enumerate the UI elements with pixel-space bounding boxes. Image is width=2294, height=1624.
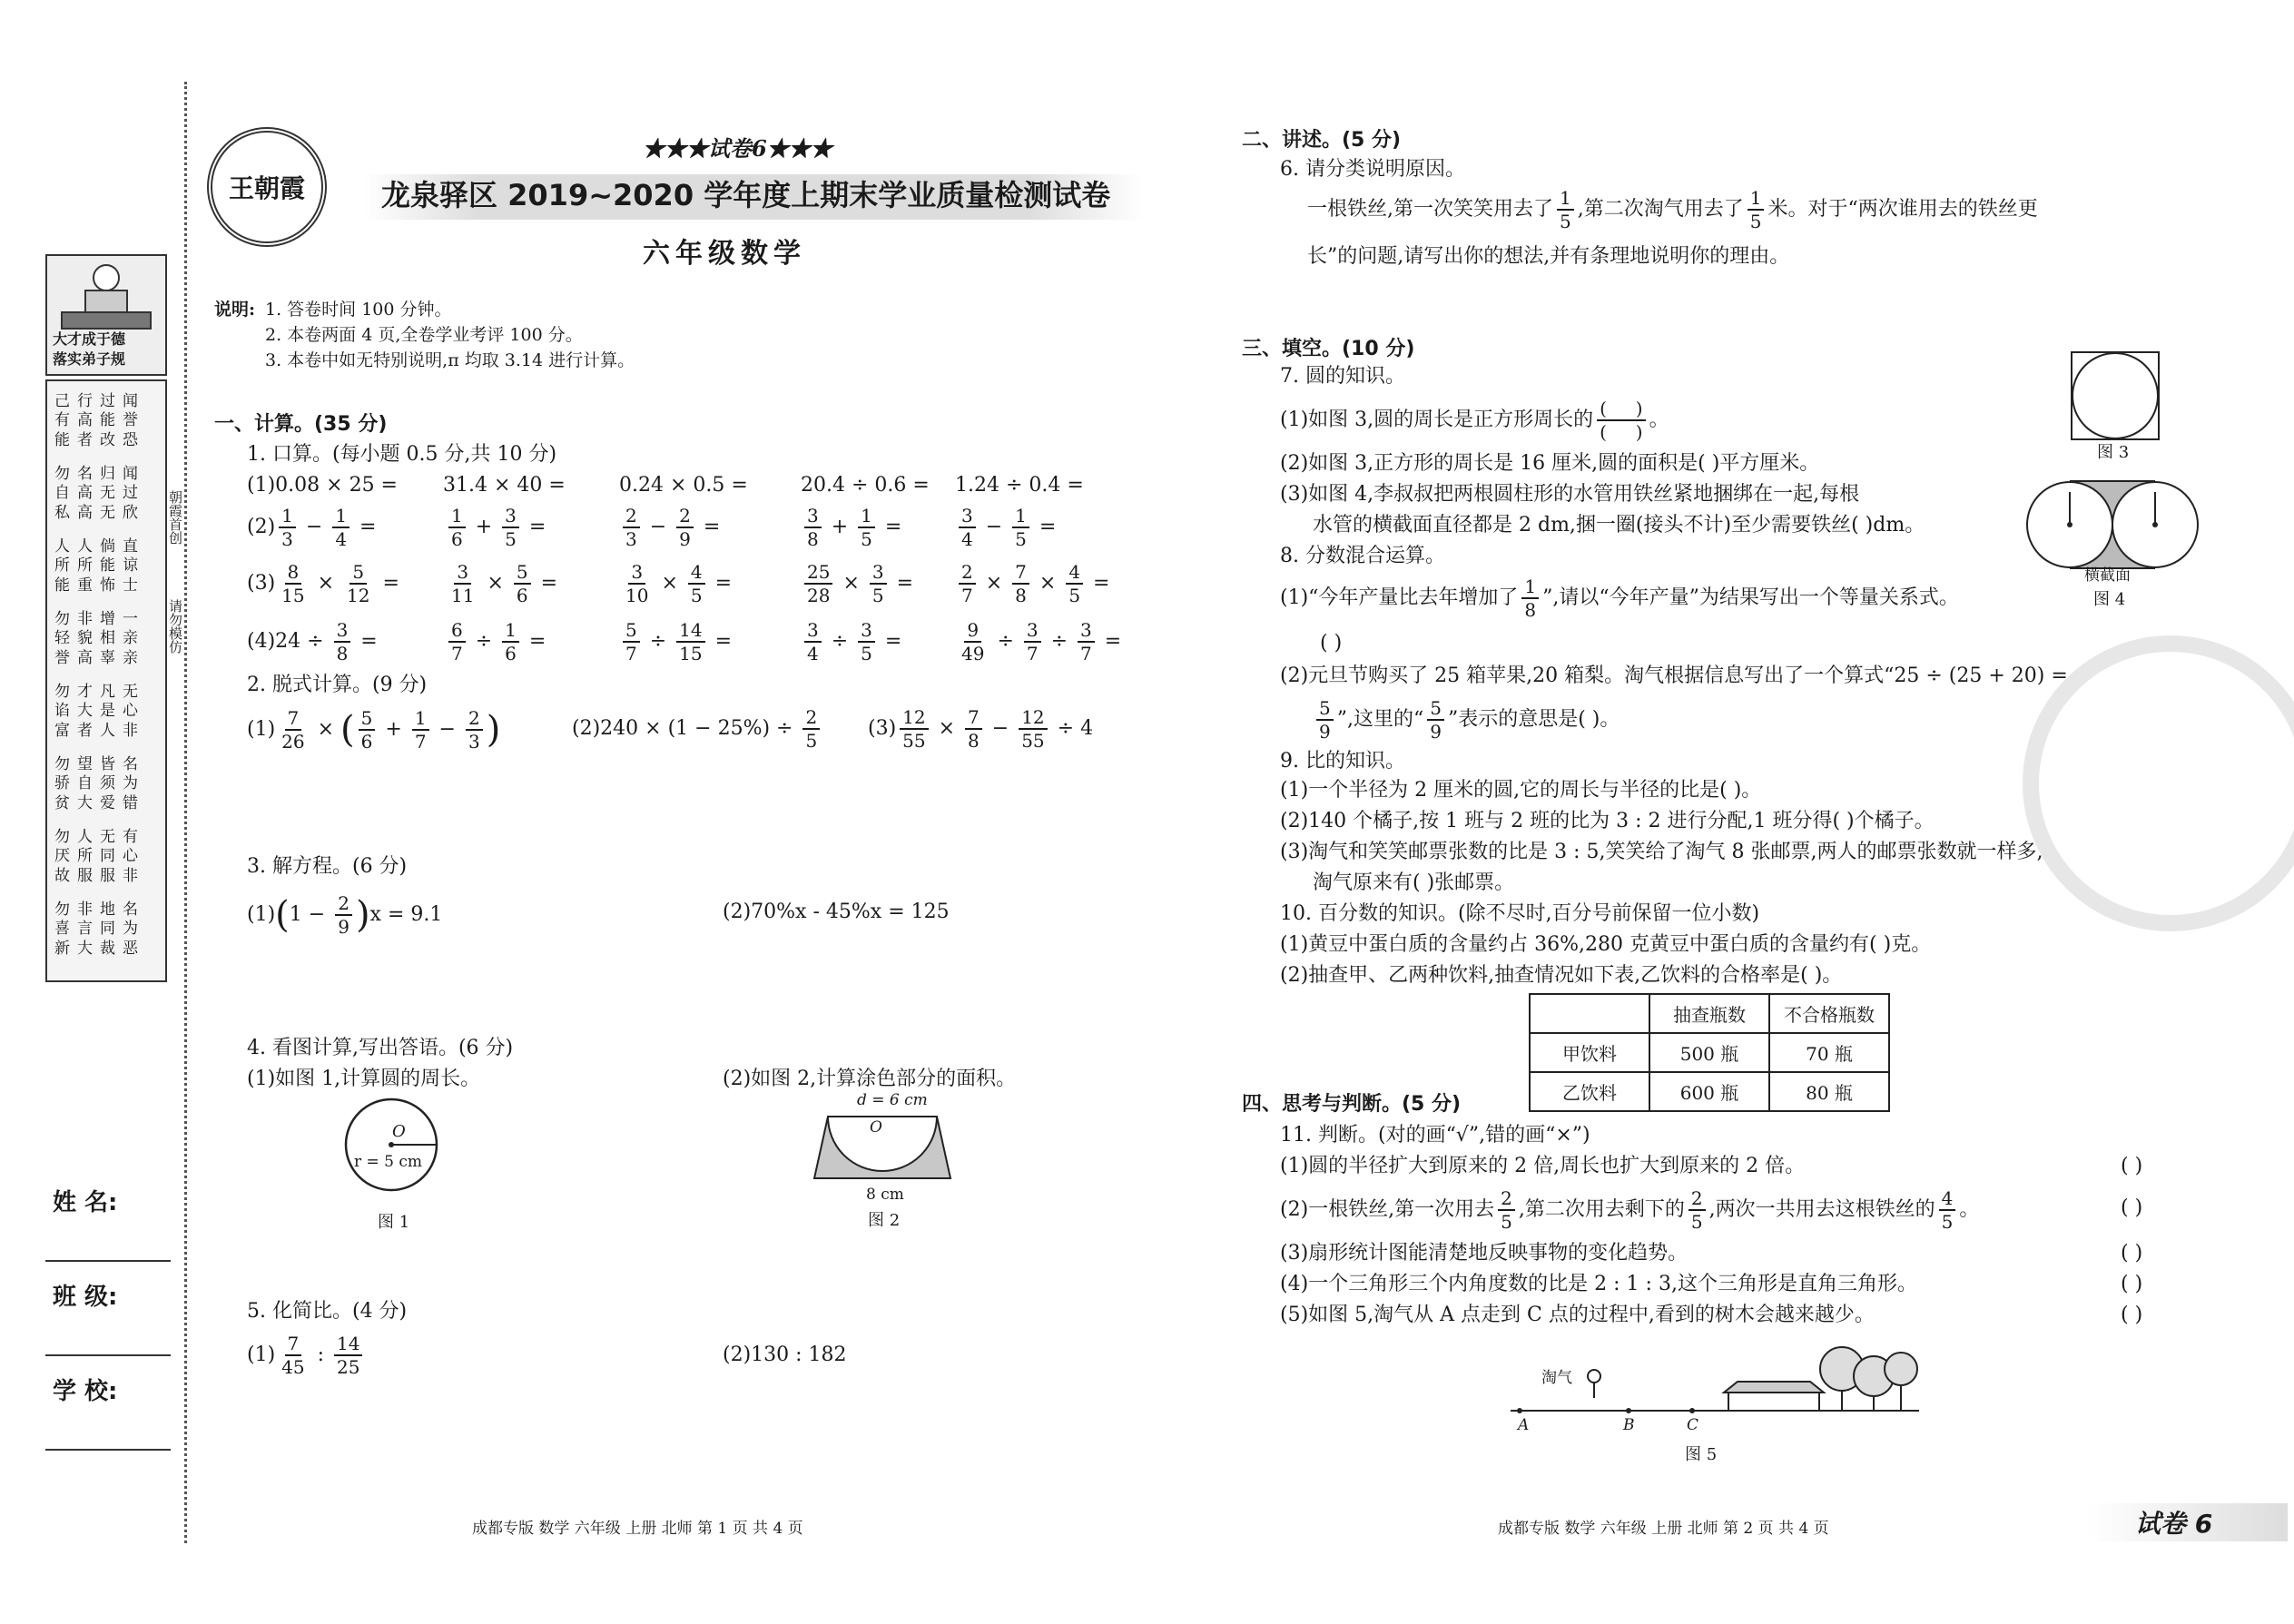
motto-top: 大才成于德 <box>53 330 126 348</box>
fig4-caption: 图 4 <box>2093 590 2126 609</box>
table-cell: 甲饮料 <box>1530 1033 1649 1072</box>
logo-text: 王朝霞 <box>228 173 305 203</box>
q4-item: (1)如图 1,计算圆的周长。 <box>247 1068 481 1090</box>
poem-line: 勿望皆名骄自须为贫大爱错 <box>54 755 145 812</box>
q4-heading: 4. 看图计算,写出答语。(6 分) <box>247 1037 514 1059</box>
instruction-item: 3. 本卷中如无特别说明,π 均取 3.14 进行计算。 <box>265 350 635 370</box>
figure-1-circle <box>341 1095 441 1195</box>
motto-sub: 落实弟子规 <box>53 350 126 368</box>
figure-4-two-pipes <box>2024 479 2200 570</box>
q1-row4-item: $\frac{9}{49}$ ÷ $\frac{3}{7}$ ÷ $\frac{3}{7}$ = <box>961 619 1122 664</box>
q11-heading: 11. 判断。(对的画“√”,错的画“×”) <box>1280 1124 1590 1147</box>
table-row <box>1530 1072 1889 1111</box>
judge-item: (3)扇形统计图能清楚地反映事物的变化趋势。 <box>1280 1242 1689 1265</box>
q2-heading: 2. 脱式计算。(9 分) <box>247 674 428 696</box>
figure-5-scene <box>1511 1342 1928 1432</box>
judge-item: (2)一根铁丝,第一次用去 $\frac{2}{5}$ ,第二次用去剩下的 $\frac{2}{5}$ ,两次一共用去这根铁丝的 $\frac{4}{5}$ 。 <box>1280 1187 1980 1233</box>
fig5-name: 淘气 <box>1541 1369 1572 1387</box>
sidebar-motto-box <box>45 254 167 376</box>
section3-heading: 三、填空。(10 分) <box>1242 338 1415 360</box>
poem-line: 己行过闻有高能誉能者改恐 <box>54 392 145 449</box>
poem-line: 人人倘直所所能谅能重怖士 <box>54 537 145 595</box>
footer-tag: 试卷 6 <box>2135 1509 2213 1539</box>
q5-item: (1) $\frac{7}{45}$ : $\frac{14}{25}$ <box>247 1334 366 1376</box>
figure-2-trapezoid <box>810 1111 955 1184</box>
judge-item: (1)圆的半径扩大到原来的 2 倍,周长也扩大到原来的 2 倍。 <box>1280 1155 1806 1177</box>
fig2-diameter: d = 6 cm <box>857 1091 928 1109</box>
fig1-radius: r = 5 cm <box>354 1153 423 1171</box>
fold-line <box>184 82 187 1543</box>
exam-series: ★★★试卷6★★★ <box>643 135 832 162</box>
judge-item: (5)如图 5,淘气从 A 点走到 C 点的过程中,看到的树木会越来越少。 <box>1280 1304 1875 1326</box>
logo-emblem <box>207 127 327 247</box>
q1-row1-item: 31.4 × 40 = <box>443 474 566 497</box>
table-cell: 乙饮料 <box>1530 1072 1649 1111</box>
q1-row3-item: $\frac{3}{11}$ × $\frac{5}{6}$ = <box>451 561 558 606</box>
q1-row3-item: $\frac{2}{7}$ × $\frac{7}{8}$ × $\frac{4}{5}$ = <box>955 563 1109 605</box>
poem-line: 勿才凡无谄大是心富者人非 <box>54 683 145 740</box>
judge-blank[interactable]: ( ) <box>2121 1304 2143 1326</box>
q6-heading: 6. 请分类说明原因。 <box>1280 158 1465 181</box>
judge-blank[interactable]: ( ) <box>2121 1273 2143 1295</box>
table-header-row <box>1530 994 1889 1033</box>
q6-text: 一根铁丝,第一次笑笑用去了 $\frac{1}{5}$ ,第二次淘气用去了 $\frac{1}{5}$ 米。对于“两次谁用去的铁丝更 <box>1307 187 2038 232</box>
poem-line: 勿名归闻自高无过私高无欣 <box>54 465 145 522</box>
poem-line: 勿非增一轻貌相亲誉高辜亲 <box>54 610 145 667</box>
table-cell: 80 瓶 <box>1769 1072 1889 1111</box>
q1-row4-item: $\frac{6}{7}$ ÷ $\frac{1}{6}$ = <box>445 621 546 663</box>
q2-item: (2)240 × (1 − 25%) ÷ $\frac{2}{5}$ <box>572 708 823 750</box>
q10-item: (2)抽查甲、乙两种饮料,抽查情况如下表,乙饮料的合格率是( )。 <box>1280 964 1843 987</box>
q9-heading: 9. 比的知识。 <box>1280 750 1405 773</box>
section4-heading: 四、思考与判断。(5 分) <box>1242 1093 1462 1116</box>
q1-row2-item: $\frac{2}{3}$ − $\frac{2}{9}$ = <box>619 507 720 548</box>
fig2-center: O <box>870 1118 882 1137</box>
fig5-caption: 图 5 <box>1685 1445 1718 1464</box>
poem-line: 勿非地名喜言同为新大裁恶 <box>54 901 145 958</box>
exam-subject: 六年级数学 <box>643 238 806 270</box>
q2-item: (1) $\frac{7}{26}$ × ( $\frac{5}{6}$ + $\frac{1}{7}$ − $\frac{2}{3}$ ) <box>247 707 501 753</box>
fig2-caption: 图 2 <box>868 1211 901 1230</box>
q7-heading: 7. 圆的知识。 <box>1280 365 1405 388</box>
q9-item: (3)淘气和笑笑邮票张数的比是 3 : 5,笑笑给了淘气 8 张邮票,两人的邮票张数就一样多, <box>1280 841 2043 863</box>
q1-row2-item: $\frac{3}{4}$ − $\frac{1}{5}$ = <box>955 507 1056 548</box>
q3-item: (1)(1 − $\frac{2}{9}$ )x = 9.1 <box>247 892 443 938</box>
table-cell: 600 瓶 <box>1649 1072 1769 1111</box>
class-field-line[interactable] <box>45 1354 171 1356</box>
fig2-width: 8 cm <box>866 1186 904 1204</box>
fig5-point-c: C <box>1687 1416 1699 1434</box>
q6-text: 长”的问题,请写出你的想法,并有条理地说明你的理由。 <box>1307 245 1790 268</box>
drink-table <box>1529 993 1890 1112</box>
q1-row4-item: $\frac{5}{7}$ ÷ $\frac{14}{15}$ = <box>619 621 732 663</box>
q7-item: 水管的横截面直径都是 2 dm,捆一圈(接头不计)至少需要铁丝( )dm。 <box>1313 514 1925 536</box>
q1-row2-item: $\frac{1}{6}$ + $\frac{3}{5}$ = <box>445 507 546 548</box>
table-header: 抽查瓶数 <box>1649 994 1769 1033</box>
table-cell: 70 瓶 <box>1769 1033 1889 1072</box>
q2-item: (3) $\frac{12}{55}$ × $\frac{7}{8}$ − $\frac{12}{55}$ ÷ 4 <box>868 706 1094 752</box>
judge-blank[interactable]: ( ) <box>2121 1155 2143 1177</box>
q1-row3-item: $\frac{25}{28}$ × $\frac{3}{5}$ = <box>801 563 913 605</box>
q8-item: $\frac{5}{9}$ ”,这里的“ $\frac{5}{9}$ ”表示的意思是( )。 <box>1313 699 1620 741</box>
name-field-label: 姓 名: <box>53 1189 118 1216</box>
instructions-label: 说明: <box>214 300 256 320</box>
q4-item: (2)如图 2,计算涂色部分的面积。 <box>723 1068 1017 1090</box>
q1-row1-item: (1)0.08 × 25 = <box>247 474 398 497</box>
fig5-point-a: A <box>1518 1416 1530 1434</box>
instruction-item: 1. 答卷时间 100 分钟。 <box>265 300 452 320</box>
table-cell: 500 瓶 <box>1649 1033 1769 1072</box>
q1-row1-item: 1.24 ÷ 0.4 = <box>955 474 1084 497</box>
q3-item1-rhs: x = 9.1 <box>369 903 443 926</box>
judge-blank[interactable]: ( ) <box>2121 1242 2143 1265</box>
q1-row3-item: $\frac{3}{10}$ × $\frac{4}{5}$ = <box>625 561 733 606</box>
sidebar-poem-box <box>45 379 167 982</box>
class-field-label: 班 级: <box>53 1284 118 1311</box>
q7-item: (1)如图 3,圆的周长是正方形周长的 $\frac{( )}{( )}$ 。 <box>1280 398 1669 443</box>
q1-row1-item: 0.24 × 0.5 = <box>619 474 748 497</box>
q8-item: (2)元旦节购买了 25 箱苹果,20 箱梨。淘气根据信息写出了一个算式“25 ÷ (25 + 20) = <box>1280 664 2068 687</box>
section2-heading: 二、讲述。(5 分) <box>1242 129 1402 152</box>
fig1-caption: 图 1 <box>378 1213 410 1232</box>
q7-item: (2)如图 3,正方形的周长是 16 厘米,圆的面积是( )平方厘米。 <box>1280 452 1820 475</box>
fig3-caption: 图 3 <box>2097 443 2130 462</box>
q9-item: 淘气原来有( )张邮票。 <box>1313 871 1515 894</box>
q1-heading: 1. 口算。(每小题 0.5 分,共 10 分) <box>247 443 557 466</box>
q1-row1-item: 20.4 ÷ 0.6 = <box>801 474 930 497</box>
table-header: 不合格瓶数 <box>1769 994 1889 1033</box>
q3-heading: 3. 解方程。(6 分) <box>247 855 408 878</box>
q8-heading: 8. 分数混合运算。 <box>1280 545 1445 567</box>
q8-item: ( ) <box>1320 632 1343 655</box>
scholar-illustration <box>49 258 163 340</box>
q8-item: (1)“今年产量比去年增加了 $\frac{1}{8}$ ”,请以“今年产量”为结果写出一个等量关系式。 <box>1280 576 1959 621</box>
judge-blank[interactable]: ( ) <box>2121 1196 2143 1219</box>
school-field-line[interactable] <box>45 1449 171 1451</box>
vertical-note: 请勿模仿 <box>167 599 183 654</box>
instruction-item: 2. 本卷两面 4 页,全卷学业考评 100 分。 <box>265 325 583 345</box>
fig4-label: 横截面 <box>2084 566 2131 585</box>
figure-3-circle-in-square <box>2070 350 2161 441</box>
vertical-note: 朝霞首创 <box>167 490 183 545</box>
table-header <box>1530 994 1649 1033</box>
fig5-point-b: B <box>1623 1416 1635 1434</box>
q9-item: (2)140 个橘子,按 1 班与 2 班的比为 3 : 2 进行分配,1 班分得( )个橘子。 <box>1280 810 1935 832</box>
poem-line: 勿人无有厌所同心故服服非 <box>54 828 145 885</box>
q1-row4-item: $\frac{3}{4}$ ÷ $\frac{3}{5}$ = <box>801 621 901 663</box>
watermark-seal <box>2023 635 2294 931</box>
q1-row3-item: (3) $\frac{8}{15}$ × $\frac{5}{12}$ = <box>247 561 399 606</box>
judge-item: (4)一个三角形三个内角度数的比是 2 : 1 : 3,这个三角形是直角三角形。 <box>1280 1273 1917 1295</box>
q7-item: (3)如图 4,李叔叔把两根圆柱形的水管用铁丝紧地捆绑在一起,每根 <box>1280 483 1860 506</box>
footer-right: 成都专版 数学 六年级 上册 北师 第 2 页 共 4 页 <box>1498 1520 1829 1538</box>
q5-item: (2)130 : 182 <box>723 1343 847 1366</box>
q1-row4-item: (4)24 ÷ $\frac{3}{8}$ = <box>247 619 378 664</box>
q9-item: (1)一个半径为 2 厘米的圆,它的周长与半径的比是( )。 <box>1280 779 1762 802</box>
footer-left: 成都专版 数学 六年级 上册 北师 第 1 页 共 4 页 <box>472 1520 803 1538</box>
q1-row2-item: (2) $\frac{1}{3}$ − $\frac{1}{4}$ = <box>247 505 377 550</box>
fig1-center: O <box>392 1122 406 1141</box>
section1-heading: 一、计算。(35 分) <box>214 413 388 436</box>
q5-heading: 5. 化简比。(4 分) <box>247 1300 408 1323</box>
table-row <box>1530 1033 1889 1072</box>
exam-title: 龙泉驿区 2019~2020 学年度上期末学业质量检测试卷 <box>381 178 1111 212</box>
q3-item: (2)70%x - 45%x = 125 <box>723 901 950 923</box>
name-field-line[interactable] <box>45 1260 171 1262</box>
q10-item: (1)黄豆中蛋白质的含量约占 36%,280 克黄豆中蛋白质的含量约有( )克。 <box>1280 933 1932 956</box>
q1-row2-item: $\frac{3}{8}$ + $\frac{1}{5}$ = <box>801 507 901 548</box>
q10-heading: 10. 百分数的知识。(除不尽时,百分号前保留一位小数) <box>1280 902 1760 925</box>
school-field-label: 学 校: <box>53 1378 118 1405</box>
